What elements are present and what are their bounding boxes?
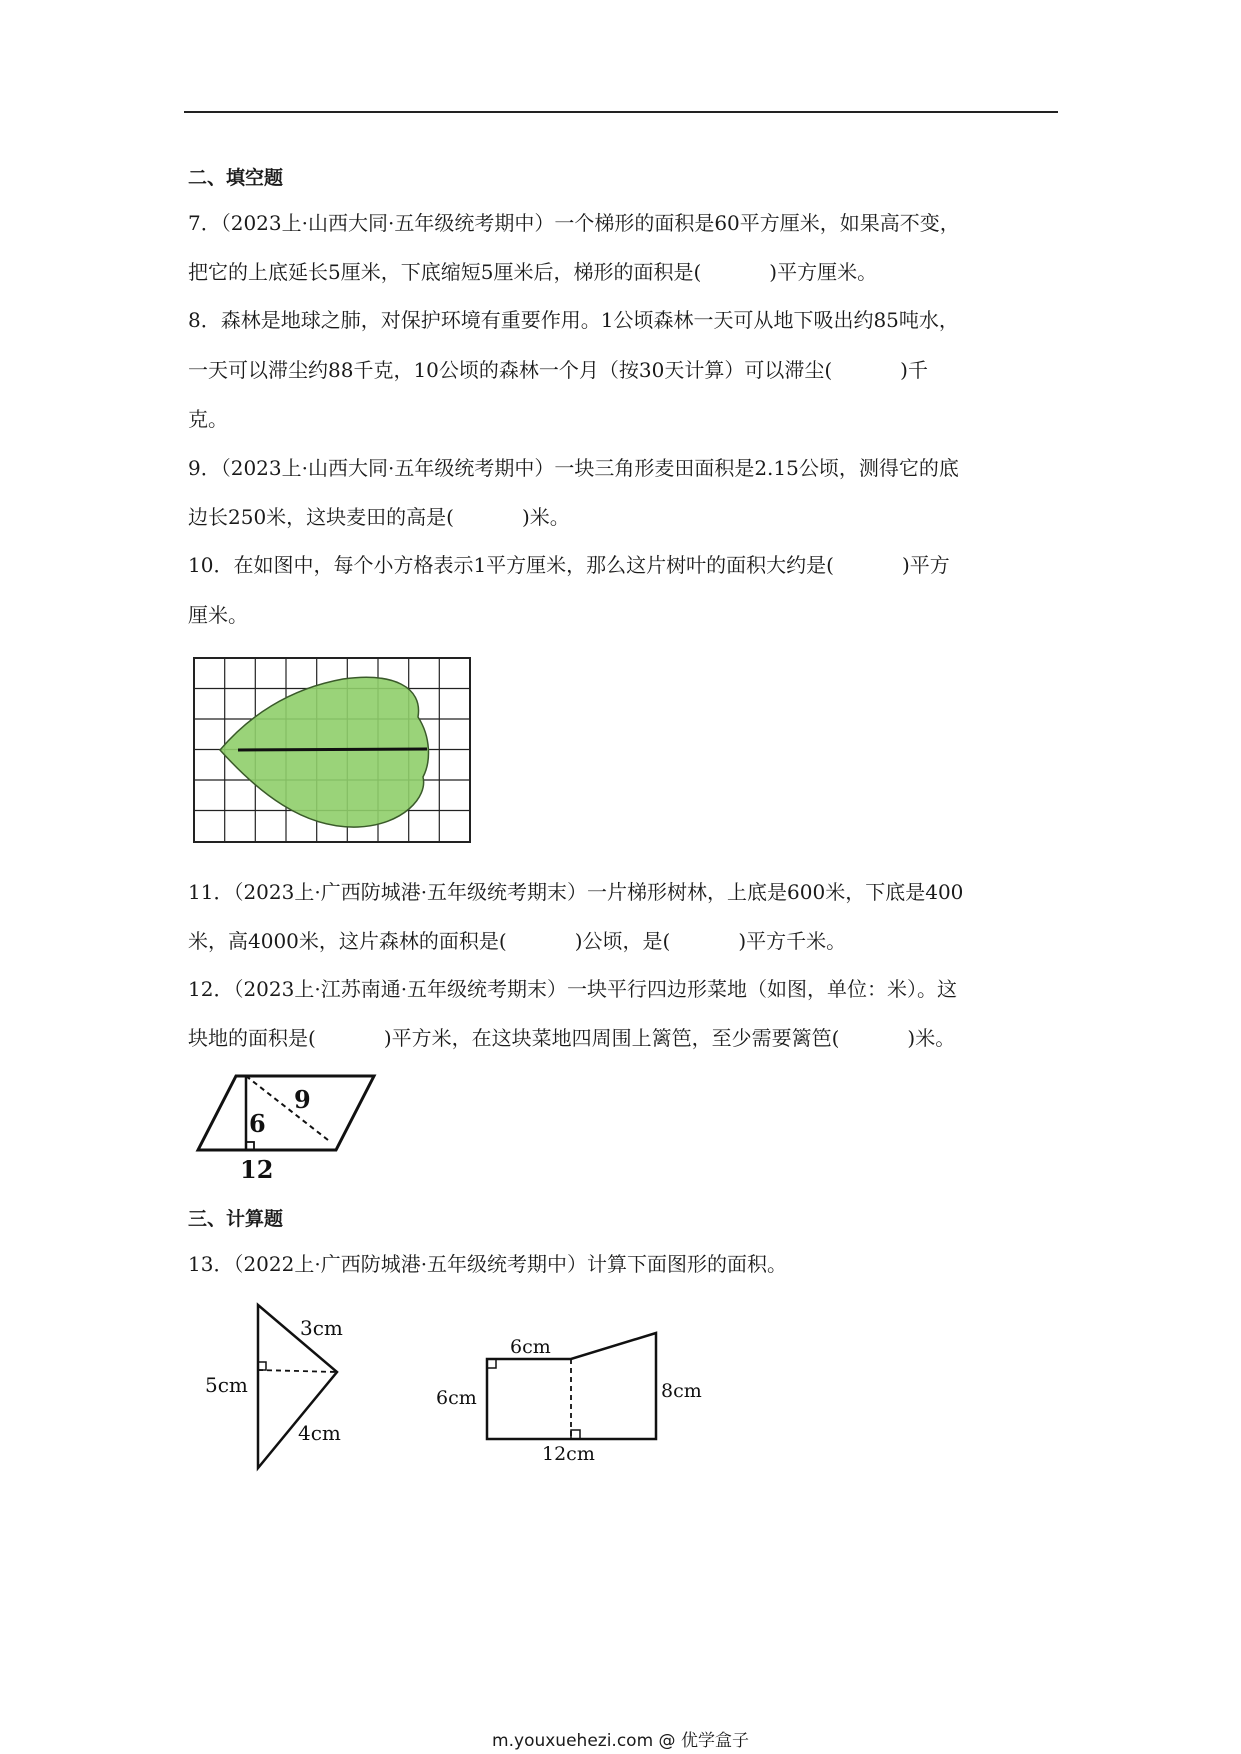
label-9: 9 — [294, 1085, 311, 1114]
leaf-grid-figure — [193, 657, 472, 844]
q7-line1: 7．（2023上·山西大同·五年级统考期中）一个梯形的面积是60平方厘米，如果高不变， — [188, 211, 960, 235]
q7-line2: 把它的上底延长5厘米，下底缩短5厘米后，梯形的面积是( )平方厘米。 — [188, 260, 878, 284]
label-3cm: 3cm — [300, 1316, 343, 1340]
triangle-figure — [200, 1300, 360, 1475]
q13-line1: 13．（2022上·广西防城港·五年级统考期中）计算下面图形的面积。 — [188, 1252, 788, 1276]
section-2-title: 二、填空题 — [188, 167, 284, 189]
leaf-shape — [220, 677, 428, 827]
parallelogram-figure — [192, 1072, 382, 1182]
triangle-height-dashed — [258, 1370, 337, 1372]
q12-line1: 12．（2023上·江苏南通·五年级统考期末）一块平行四边形菜地（如图，单位：米）。这 — [188, 977, 958, 1001]
corner-right-angle-mark — [487, 1359, 496, 1368]
label-6: 6 — [249, 1109, 266, 1138]
q10-line1: 10．在如图中，每个小方格表示1平方厘米，那么这片树叶的面积大约是( )平方 — [188, 553, 950, 577]
label-8cm: 8cm — [661, 1380, 702, 1402]
q8-line1: 8．森林是地球之肺，对保护环境有重要作用。1公顷森林一天可从地下吸出约85吨水， — [188, 308, 959, 332]
q12-line2: 块地的面积是( )平方米，在这块菜地四周围上篱笆，至少需要篱笆( )米。 — [188, 1026, 956, 1050]
section-3-title: 三、计算题 — [188, 1208, 284, 1230]
q10-line2: 厘米。 — [188, 603, 248, 627]
label-6cm-top: 6cm — [510, 1336, 551, 1358]
q9-line1: 9．（2023上·山西大同·五年级统考期中）一块三角形麦田面积是2.15公顷，测得它的底 — [188, 456, 959, 480]
label-4cm: 4cm — [298, 1421, 341, 1445]
q9-line2: 边长250米，这块麦田的高是( )米。 — [188, 505, 570, 529]
q8-line2: 一天可以滞尘约88千克，10公顷的森林一个月（按30天计算）可以滞尘( )千 — [188, 358, 928, 382]
q8-line3: 克。 — [188, 407, 228, 431]
parallelogram-shape — [198, 1076, 374, 1150]
footer-watermark: m.youxuehezi.com @ 优学盒子 — [492, 1731, 749, 1751]
label-12cm: 12cm — [542, 1443, 595, 1465]
bottom-right-angle-mark — [571, 1430, 580, 1439]
composite-shape-figure — [432, 1325, 712, 1470]
q11-line1: 11．（2023上·广西防城港·五年级统考期末）一片梯形树林，上底是600米，下底是400 — [188, 880, 964, 904]
label-5cm: 5cm — [205, 1373, 248, 1397]
leaf-midrib — [238, 749, 427, 750]
top-divider — [184, 111, 1058, 113]
label-6cm-left: 6cm — [436, 1387, 477, 1409]
q11-line2: 米，高4000米，这片森林的面积是( )公顷，是( )平方千米。 — [188, 929, 847, 953]
label-12: 12 — [240, 1155, 274, 1182]
